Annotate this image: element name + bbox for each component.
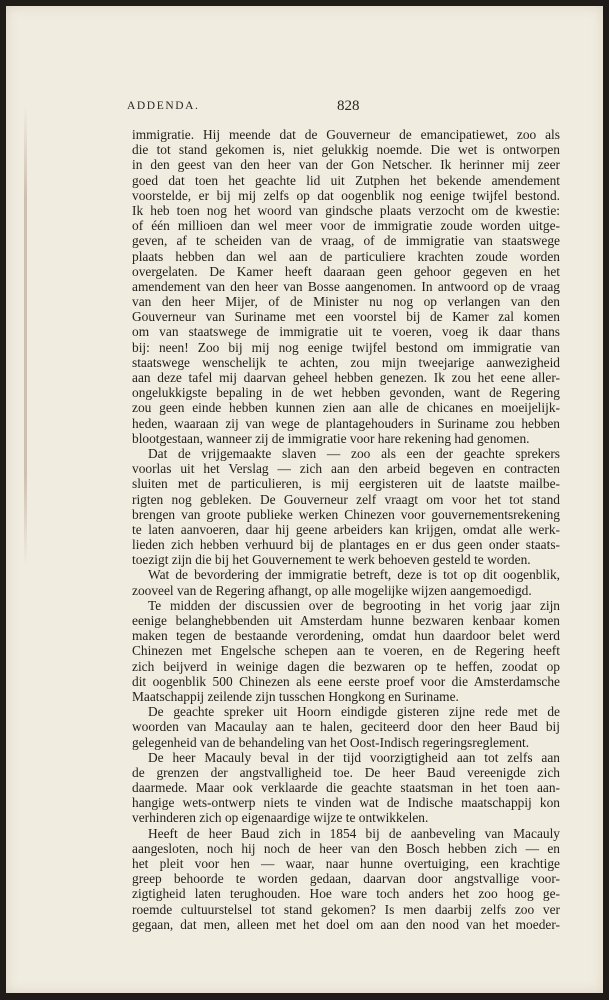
text-line: gegaan, dat men, alleen met het doel om aan den nood van het moeder- xyxy=(132,916,560,932)
text-line: sluiten met de particulieren, is mij eergisteren uit de laatste mailbe- xyxy=(132,476,560,492)
text-line: plaats hebben dan wel aan de particuliere krachten zoude worden xyxy=(132,248,560,264)
text-line: eenige belanghebbenden uit Amsterdam hunne bezwaren kenbaar komen xyxy=(132,613,560,628)
body-text xyxy=(132,127,560,932)
text-line: woorden van Macaulay aan te halen, geciteerd door den heer Baud bij xyxy=(132,719,560,735)
text-line: Chinezen met Engelsche schepen aan te voeren, en de Regering heeft xyxy=(132,643,560,659)
text-line: amendement van den heer van Bosse aangenomen. In antwoord op de vraag xyxy=(132,278,560,294)
text-line: hangige wets-ontwerp niets te vinden wat de Indische maatschappij kon xyxy=(132,795,560,811)
text-line: het pleit voor hen — waar, naar hunne overtuiging, een krachtige xyxy=(132,856,560,871)
text-line: ongelukkigste bepaling in de wet hebben gevonden, want de Regering xyxy=(132,385,560,401)
text-line: heden, waaraan zij van wege de plantagehouders in Suriname zou hebben xyxy=(132,415,560,431)
text-line: Ik heb toen nog het woord van gindsche plaats verzocht om de kwestie: xyxy=(132,202,560,218)
text-line: Dat de vrijgemaakte slaven — zoo als een der geachte sprekers xyxy=(148,445,560,461)
text-line: blootgestaan, wanneer zij de immigratie voor hare rekening had genomen. xyxy=(132,430,530,446)
text-line: zooveel van de Regering afhangt, op alle mogelijke wijzen aangemoedigd. xyxy=(132,582,532,598)
running-head: ADDENDA. xyxy=(127,100,200,112)
text-line: Te midden der discussien over de begrooting in het vorig jaar zijn xyxy=(148,597,560,613)
text-line: goed dat toen het geachte lid uit Zutphen het bekende amendement xyxy=(132,172,560,188)
text-line: voorlas uit het Verslag — zich aan den arbeid begeven en contracten xyxy=(132,461,560,477)
text-line: de grenzen der angstvalligheid toe. De heer Baud vereenigde zich xyxy=(132,764,560,780)
text-line: lieden zich hebben verhuurd bij de plantages en er dus geen onder staats- xyxy=(132,537,560,553)
text-line: geven, af te scheiden van de vraag, of de immigratie van staatswege xyxy=(132,233,560,249)
text-line: daarmede. Maar ook verklaarde die geachte staatsman in het toen aan- xyxy=(132,780,560,796)
text-line: verhinderen zich op eigenaardige wijze te ontwikkelen. xyxy=(132,810,429,826)
text-line: dit oogenblik 500 Chinezen als eene eerste proef voor die Amsterdamsche xyxy=(132,673,560,689)
text-line: rigten nog gebleken. De Gouverneur zelf vraagt om voor het tot stand xyxy=(132,491,560,507)
text-line: Wat de bevordering der immigratie betreft, deze is tot op dit oogenblik, xyxy=(148,567,560,583)
text-line: in den geest van den heer van der Gon Netscher. Ik herinner mij zeer xyxy=(132,157,560,173)
text-line: van den heer Mijer, of de Minister nu nog op verlangen van den xyxy=(132,294,560,310)
text-line: Maatschappij zeilende zijn tusschen Hongkong en Suriname. xyxy=(132,688,459,704)
text-line: De heer Macauly beval in der tijd voorzigtigheid aan tot zelfs aan xyxy=(148,749,560,765)
text-line: of één millioen dan wel meer voor de immigratie zoude worden uitge- xyxy=(132,218,560,234)
text-line: roemde cultuurstelsel tot stand gekomen? Is men daarbij zelfs zoo ver xyxy=(132,901,560,917)
page-number: 828 xyxy=(337,98,360,114)
text-line: te laten aanvoeren, daar hij geene arbeiders kan krijgen, omdat alle werk- xyxy=(132,521,560,537)
page-header xyxy=(127,98,477,120)
text-line: aangesloten, noch hij noch de heer van den Bosch hebben zich — en xyxy=(132,840,560,856)
text-line: overgelaten. De Kamer heeft daaraan geen gehoor gegeven en het xyxy=(132,263,560,279)
text-line: maken tegen de bestaande verordening, omdat hun daardoor belet werd xyxy=(132,628,560,644)
text-line: om van staatswege de immigratie uit te voeren, voeg ik daar thans xyxy=(132,324,560,340)
text-line: toezigt zijn die bij het Gouvernement te werk behoeven gesteld te worden. xyxy=(132,552,531,568)
text-line: De geachte spreker uit Hoorn eindigde gisteren zijne rede met de xyxy=(148,704,560,720)
text-line: brengen van groote publieke werken Chinezen voor gouvernementsrekening xyxy=(132,506,560,522)
text-line: greep behoorde te worden gedaan, daarvan door angstvallige voor- xyxy=(132,871,560,887)
binding-shadow xyxy=(24,106,27,566)
text-line: staatswege wenschelijk te achten, zou mijn tweejarige aanwezigheid xyxy=(132,354,560,370)
text-line: zich beijverd in weinige dagen die bezwaren op te heffen, zoodat op xyxy=(132,658,560,674)
text-line: Heeft de heer Baud zich in 1854 bij de aanbeveling van Macauly xyxy=(148,825,560,841)
text-line: Gouverneur van Suriname met een voorstel bij de Kamer zal komen xyxy=(132,309,560,325)
text-line: gelegenheid van de behandeling van het Oost-Indisch regeringsreglement. xyxy=(132,734,530,750)
text-line: die tot stand gekomen is, niet gelukkig noemde. Die wet is ontworpen xyxy=(132,142,560,158)
text-line: immigratie. Hij meende dat de Gouverneur de emancipatiewet, zoo als xyxy=(132,127,560,142)
text-line: zigtigheid laten terughouden. Hoe ware toch anders het zoo hoog ge- xyxy=(132,886,560,902)
text-line: bij: neen! Zoo bij mij nog eenige twijfel bestond om immigratie van xyxy=(132,339,560,355)
text-line: aan deze tafel mij daarvan geheel hebben genezen. Ik zou het eene aller- xyxy=(132,370,560,385)
text-line: voorstelde, er bij mij zelfs op dat oogenblik nog eenige twijfel bestond. xyxy=(132,187,560,203)
text-line: zou geen einde hebben kunnen zien aan alle de chicanes en moeijelijk- xyxy=(132,400,560,416)
